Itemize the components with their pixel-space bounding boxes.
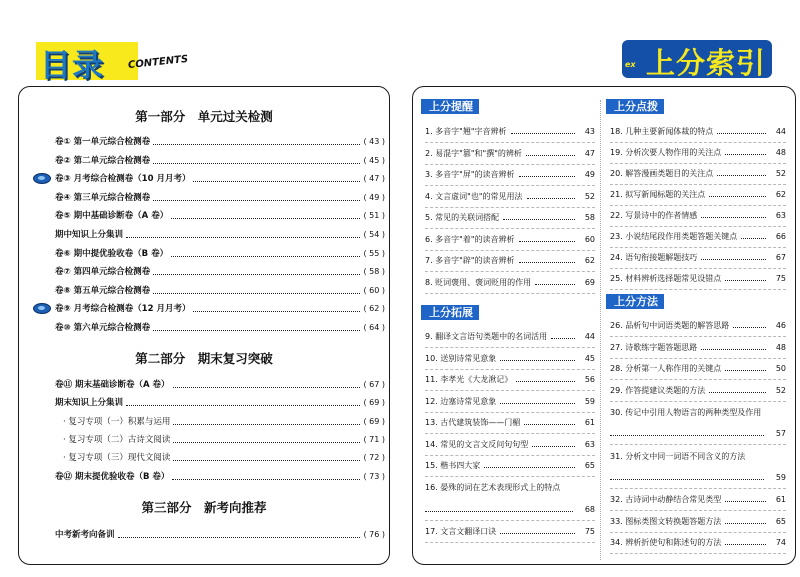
index-row-label: 4. 文言虚词"也"的常见用法: [425, 191, 523, 201]
toc-row[interactable]: [55, 190, 385, 204]
toc-row[interactable]: [55, 377, 385, 391]
toc-row[interactable]: [55, 264, 385, 278]
index-row-label: 16. 晏殊的词在艺术表现形式上的特点: [425, 483, 561, 492]
index-row-page: 46: [775, 321, 786, 330]
index-row[interactable]: [425, 391, 595, 413]
index-row[interactable]: [610, 121, 786, 143]
toc-subtitle: CONTENTS: [127, 53, 189, 72]
index-row-label: 19. 分析次要人物作用的关注点: [610, 148, 722, 157]
toc-row-page: ( 45 ): [363, 155, 385, 165]
index-row-page: 44: [584, 332, 595, 341]
toc-row[interactable]: [55, 153, 385, 167]
index-row-label: 7. 多音字"辟"的读音辨析: [425, 256, 515, 265]
dot-leader: [551, 338, 575, 339]
index-row[interactable]: [610, 401, 786, 423]
ufo-icon: [33, 303, 51, 314]
toc-row-label: 卷⑥ 期中提优验收卷（B 卷）: [55, 249, 169, 259]
index-row[interactable]: [610, 358, 786, 380]
toc-row-page: ( 76 ): [363, 529, 385, 539]
index-row-page: 75: [584, 526, 595, 536]
index-row-label: 1. 多音字"翘"字音辨析: [425, 127, 507, 136]
dot-leader: [193, 311, 360, 312]
index-row-label: 23. 小说结尾段作用类题答题关键点: [610, 232, 738, 241]
index-row[interactable]: [610, 247, 786, 269]
index-row[interactable]: [610, 532, 786, 554]
index-row-page: 61: [584, 418, 595, 427]
toc-row-label: · 复习专项（一）积累与运用: [63, 417, 171, 427]
index-row-page: 52: [584, 191, 595, 201]
toc-row-page: ( 49 ): [363, 192, 385, 202]
index-row-page: 48: [775, 342, 786, 352]
index-row-page: 49: [584, 170, 595, 179]
index-row[interactable]: [610, 511, 786, 533]
index-row-page: 65: [584, 461, 595, 470]
dot-leader: [519, 241, 575, 242]
dot-leader: [153, 293, 360, 294]
index-row[interactable]: [425, 121, 595, 143]
dot-leader: [725, 544, 766, 545]
toc-row-page: ( 64 ): [363, 322, 385, 332]
dot-leader: [709, 196, 766, 197]
index-row-label: 14. 常见的文言文反问句句型: [425, 439, 529, 449]
toc-row-page: ( 73 ): [363, 471, 385, 481]
index-row-label: 11. 李孝光《大龙湫记》: [425, 375, 513, 384]
index-row[interactable]: [425, 455, 595, 477]
dot-leader: [171, 256, 360, 257]
index-row-label: 21. 拟写新闻标题的关注点: [610, 190, 706, 199]
dot-leader: [173, 442, 360, 443]
toc-panel: [18, 86, 390, 565]
index-row-page: 57: [775, 429, 786, 438]
toc-row[interactable]: [55, 395, 385, 409]
dot-leader: [610, 479, 764, 480]
dot-leader: [519, 176, 575, 177]
toc-row-label: · 复习专项（二）古诗文阅读: [63, 435, 171, 445]
index-title: 上分索引: [646, 46, 767, 80]
index-row-label: 24. 语句衔接题解题技巧: [610, 253, 698, 262]
index-row[interactable]: [425, 229, 595, 251]
toc-row-page: ( 51 ): [363, 210, 385, 220]
index-row[interactable]: [425, 369, 595, 391]
index-row-page: 48: [775, 148, 786, 157]
dot-leader: [701, 259, 766, 260]
dot-leader: [425, 511, 573, 512]
index-row-label: 13. 古代建筑装饰——门楣: [425, 418, 521, 427]
toc-row-label: 卷③ 月考综合检测卷（10 月月考）: [55, 174, 191, 184]
index-row-page: 69: [584, 277, 595, 287]
section-head-tuozhan: 上分拓展: [421, 305, 479, 320]
section-head-tixing: 上分提醒: [421, 99, 479, 114]
index-row-page: 60: [584, 234, 595, 244]
dot-leader: [524, 424, 575, 425]
toc-row-label: 卷⑨ 月考综合检测卷（12 月月考）: [55, 304, 191, 314]
index-row-label: 18. 几种主要新闻体裁的特点: [610, 127, 714, 136]
index-row-page: 50: [775, 364, 786, 373]
index-row[interactable]: [425, 272, 595, 294]
part-1-title: 第一部分 单元过关检测: [135, 109, 273, 124]
index-row-page: 45: [584, 353, 595, 363]
dot-leader: [526, 155, 575, 156]
index-row-page: 44: [775, 127, 786, 136]
index-row-label: 30. 传记中引用人物语言的两种类型及作用: [610, 407, 762, 417]
dot-leader: [173, 387, 361, 388]
index-row-label: 6. 多音字"着"的读音辨析: [425, 234, 515, 244]
dot-leader: [126, 237, 360, 238]
toc-row-label: 期末知识上分集训: [55, 398, 124, 408]
dot-leader: [610, 435, 764, 436]
toc-row-label: 期中知识上分集训: [55, 230, 124, 240]
index-row[interactable]: [425, 164, 595, 186]
toc-row-page: ( 55 ): [363, 248, 385, 258]
index-row-label: 25. 材料辨析选择题常见设错点: [610, 274, 722, 283]
column-divider: [600, 100, 601, 560]
index-row-page: 52: [775, 169, 786, 178]
index-row[interactable]: [425, 348, 595, 370]
index-row[interactable]: [425, 326, 595, 348]
index-row-label: 31. 分析文中同一词语不同含义的方法: [610, 451, 746, 461]
dot-leader: [153, 200, 360, 201]
index-row[interactable]: [425, 521, 595, 543]
index-row-label: 26. 品析句中词语类题的解答思路: [610, 321, 730, 330]
index-row-page: 63: [584, 439, 595, 449]
toc-row-page: ( 58 ): [363, 266, 385, 276]
part-3-title: 第三部分 新考向推荐: [141, 500, 267, 515]
toc-row-label: 中考新考向备训: [55, 530, 115, 540]
dot-leader: [527, 198, 575, 199]
toc-row[interactable]: [63, 414, 385, 428]
toc-row[interactable]: [55, 320, 385, 334]
toc-row-page: ( 60 ): [363, 285, 385, 295]
index-row-page: 62: [584, 256, 595, 265]
toc-row[interactable]: [55, 283, 385, 297]
toc-row[interactable]: [63, 432, 385, 446]
toc-row-label: 卷② 第二单元综合检测卷: [55, 156, 151, 166]
dot-leader: [484, 467, 575, 468]
toc-row-label: 卷① 第一单元综合检测卷: [55, 137, 151, 147]
index-row-label: 5. 常见的关联词搭配: [425, 213, 500, 222]
index-row-page: 74: [775, 538, 786, 547]
toc-row-page: ( 71 ): [363, 434, 385, 444]
index-row[interactable]: [610, 142, 786, 164]
toc-row-label: 卷④ 第三单元综合检测卷: [55, 193, 151, 203]
dot-leader: [171, 218, 360, 219]
index-row[interactable]: [610, 268, 786, 290]
dot-leader: [503, 219, 575, 220]
dot-leader: [153, 144, 360, 145]
index-row[interactable]: [425, 186, 595, 208]
index-mark: ex: [625, 60, 636, 69]
dot-leader: [535, 284, 575, 285]
dot-leader: [725, 370, 766, 371]
toc-row-label: 卷⑧ 第五单元综合检测卷: [55, 286, 151, 296]
index-row-page: 47: [584, 148, 595, 158]
section-head-dianbo: 上分点拨: [606, 99, 664, 114]
index-row-page: 75: [775, 274, 786, 283]
toc-row-page: ( 47 ): [363, 173, 385, 183]
toc-row-page: ( 69 ): [363, 416, 385, 426]
dot-leader: [500, 403, 575, 404]
index-row-page: 68: [584, 504, 595, 514]
index-row-page: 65: [775, 516, 786, 526]
toc-row-label: 卷⑪ 期末基础诊断卷（A 卷）: [55, 380, 170, 390]
index-row-continuation: [610, 467, 786, 489]
part-2-title: 第二部分 期末复习突破: [135, 351, 273, 366]
index-row-label: 2. 易混字"篡"和"撰"的辨析: [425, 148, 522, 158]
toc-row[interactable]: [63, 450, 385, 464]
index-row-page: 43: [584, 127, 595, 136]
toc-row[interactable]: [55, 134, 385, 148]
index-row[interactable]: [425, 412, 595, 434]
index-row-label: 32. 古诗词中动静结合常见类型: [610, 495, 722, 504]
toc-row[interactable]: [55, 301, 385, 315]
dot-leader: [725, 280, 766, 281]
index-row-label: 33. 图标类图文转换题答题方法: [610, 516, 722, 526]
toc-row-page: ( 62 ): [363, 303, 385, 313]
dot-leader: [701, 349, 766, 350]
index-row-label: 29. 作答提建议类题的方法: [610, 385, 706, 395]
toc-row[interactable]: [55, 208, 385, 222]
dot-leader: [725, 154, 766, 155]
toc-row[interactable]: [55, 527, 385, 541]
index-row-page: 56: [584, 375, 595, 384]
toc-row-page: ( 54 ): [363, 229, 385, 239]
toc-row-label: 卷⑫ 期末提优验收卷（B 卷）: [55, 472, 170, 482]
dot-leader: [153, 163, 360, 164]
index-row-continuation: [425, 499, 595, 521]
index-row-label: 9. 翻译文言语句类题中的名词活用: [425, 332, 548, 341]
index-row[interactable]: [610, 445, 786, 467]
dot-leader: [519, 262, 575, 263]
index-row-label: 15. 楷书四大家: [425, 461, 481, 470]
dot-leader: [701, 217, 766, 218]
index-row[interactable]: [425, 207, 595, 229]
toc-row[interactable]: [55, 246, 385, 260]
dot-leader: [725, 523, 766, 524]
dot-leader: [153, 274, 360, 275]
toc-row-page: ( 72 ): [363, 452, 385, 462]
index-row[interactable]: [610, 205, 786, 227]
toc-row-page: ( 67 ): [363, 379, 385, 389]
dot-leader: [717, 133, 766, 134]
index-row[interactable]: [425, 143, 595, 165]
index-row[interactable]: [610, 315, 786, 337]
dot-leader: [500, 533, 575, 534]
index-row-page: 67: [775, 253, 786, 262]
dot-leader: [173, 460, 360, 461]
index-row-label: 22. 写景诗中的作者情感: [610, 211, 698, 220]
dot-leader: [172, 479, 360, 480]
index-row[interactable]: [425, 250, 595, 272]
index-row-label: 10. 送别诗常见意象: [425, 353, 497, 363]
index-row-label: 34. 辨析折使句和陈述句的方法: [610, 538, 722, 547]
toc-title: 目录: [40, 48, 104, 84]
index-row[interactable]: [610, 184, 786, 206]
index-row-page: 58: [584, 213, 595, 222]
dot-leader: [709, 392, 766, 393]
index-row-page: 61: [775, 495, 786, 504]
index-row-label: 28. 分析第一人称作用的关键点: [610, 364, 722, 373]
dot-leader: [717, 175, 766, 176]
index-row[interactable]: [610, 226, 786, 248]
index-row-page: 62: [775, 190, 786, 199]
toc-row-page: ( 69 ): [363, 397, 385, 407]
index-row-page: 59: [584, 396, 595, 406]
index-row[interactable]: [610, 489, 786, 511]
dot-leader: [500, 360, 575, 361]
section-head-fangfa: 上分方法: [606, 294, 664, 309]
toc-row-page: ( 43 ): [363, 136, 385, 146]
index-row-label: 17. 文言文翻译口诀: [425, 526, 497, 536]
dot-leader: [725, 501, 766, 502]
index-row-continuation: [610, 423, 786, 445]
dot-leader: [118, 537, 361, 538]
index-row-page: 59: [775, 473, 786, 482]
dot-leader: [126, 405, 360, 406]
dot-leader: [741, 238, 766, 239]
index-row-label: 3. 多音字"屏"的读音辨析: [425, 170, 515, 179]
toc-row-label: 卷⑩ 第六单元综合检测卷: [55, 323, 151, 333]
index-row[interactable]: [425, 477, 595, 499]
dot-leader: [153, 330, 360, 331]
dot-leader: [173, 424, 360, 425]
toc-row-label: · 复习专项（三）现代文阅读: [63, 453, 171, 463]
index-row[interactable]: [610, 337, 786, 359]
dot-leader: [511, 133, 575, 134]
index-row-page: 66: [775, 232, 786, 241]
ufo-icon: [33, 173, 51, 184]
dot-leader: [516, 381, 575, 382]
toc-row[interactable]: [55, 469, 385, 483]
toc-row[interactable]: [55, 227, 385, 241]
dot-leader: [193, 181, 360, 182]
dot-leader: [532, 446, 575, 447]
dot-leader: [733, 327, 766, 328]
index-row-page: 63: [775, 211, 786, 220]
index-row-label: 27. 诗歌练字题答题思路: [610, 342, 698, 352]
toc-row-label: 卷⑦ 第四单元综合检测卷: [55, 267, 151, 277]
index-row-label: 8. 贬词褒用、褒词贬用的作用: [425, 277, 532, 287]
toc-row-label: 卷⑤ 期中基础诊断卷（A 卷）: [55, 211, 169, 221]
index-row[interactable]: [610, 380, 786, 402]
toc-row[interactable]: [55, 171, 385, 185]
index-row-label: 20. 解答漫画类题目的关注点: [610, 169, 714, 178]
index-row-label: 12. 边塞诗常见意象: [425, 396, 497, 406]
index-row[interactable]: [610, 163, 786, 185]
index-row-page: 52: [775, 385, 786, 395]
index-row[interactable]: [425, 434, 595, 456]
